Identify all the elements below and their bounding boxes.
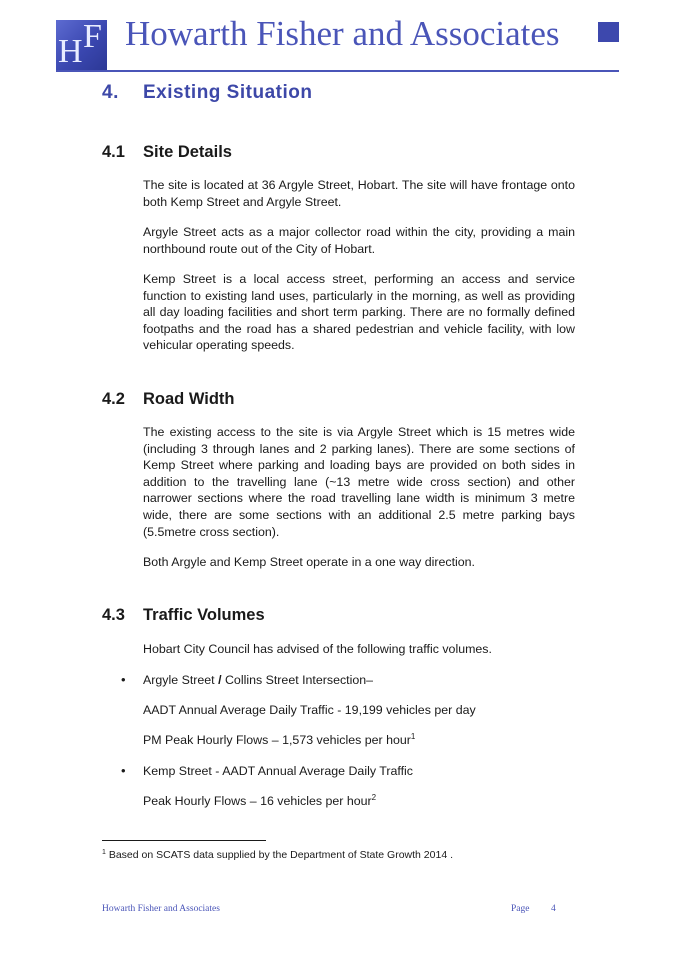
kemp-peak-text: Peak Hourly Flows – 16 vehicles per hour: [143, 794, 372, 808]
kemp-peak-line: [143, 793, 376, 810]
footnote-ref-2[interactable]: 2: [371, 793, 377, 802]
subsection-title: Road Width: [143, 390, 235, 408]
section-heading: [102, 82, 312, 104]
paragraph-site-location: The site is located at 36 Argyle Street, Hobart. The site will have frontage onto both Kemp Street and Argyle Street.: [143, 178, 575, 209]
argyle-pm-peak-line: [143, 732, 415, 749]
subsection-heading-site-details: [102, 143, 232, 162]
header-square-decoration: [598, 22, 619, 42]
section-number: 4.: [102, 82, 119, 103]
bullet-title-part: Collins Street Intersection–: [221, 673, 374, 687]
paragraph-one-way: Both Argyle and Kemp Street operate in a one way direction.: [143, 555, 475, 569]
subsection-heading-traffic-volumes: [102, 606, 265, 625]
section-title: Existing Situation: [143, 82, 313, 103]
paragraph-traffic-intro: Hobart City Council has advised of the following traffic volumes.: [143, 642, 492, 656]
footer-page-label: Page: [511, 904, 530, 914]
company-logo: [56, 20, 107, 71]
footnote: [102, 848, 453, 862]
logo-letter-f: F: [83, 20, 100, 55]
logo-letter-h: H: [58, 33, 81, 70]
paragraph-kemp-street: Kemp Street is a local access street, performing an access and service function to existing land uses, particularly in the morning, as well as providing all day loading facilities and short term parking. There are no formally defined footpaths and the road has a shared pedestrian and vehicle facility, with low vehicular operating speeds.: [143, 272, 575, 353]
footer-company: Howarth Fisher and Associates: [102, 904, 220, 914]
bullet-title-slash: /: [218, 673, 222, 687]
bullet-argyle-collins: [143, 672, 373, 689]
argyle-aadt-line: AADT Annual Average Daily Traffic - 19,199 vehicles per day: [143, 703, 476, 717]
header-divider: [56, 70, 619, 72]
argyle-pm-peak-text: PM Peak Hourly Flows – 1,573 vehicles per hour: [143, 733, 411, 747]
paragraph-argyle-street: Argyle Street acts as a major collector road within the city, providing a main northbound route out of the City of Hobart.: [143, 225, 575, 256]
bullet-kemp-street: Kemp Street - AADT Annual Average Daily Traffic: [143, 764, 413, 778]
subsection-title: Site Details: [143, 143, 232, 161]
bullet-marker: •: [121, 763, 126, 778]
bullet-marker: •: [121, 672, 126, 687]
subsection-number: 4.3: [102, 606, 125, 624]
subsection-heading-road-width: [102, 390, 235, 409]
subsection-number: 4.1: [102, 143, 125, 161]
bullet-title-part: Argyle Street: [143, 673, 219, 687]
footnote-mark: 1: [102, 849, 106, 856]
paragraph-road-width: The existing access to the site is via Argyle Street which is 15 metres wide (including 3 through lanes and 2 parking lanes). There are some sections of Kemp Street where parking and loading bays are provided on both sides in addition to the travelling lane (~13 metre wide cross section) and other narrower sections where the road travelling lane width is minimum 3 metre wide, there are some sections with an additional 2.5 metre parking bays (5.5metre cross section).: [143, 425, 575, 539]
footnote-ref-1[interactable]: 1: [410, 732, 416, 741]
subsection-title: Traffic Volumes: [143, 606, 265, 624]
footnote-text: Based on SCATS data supplied by the Department of State Growth 2014 .: [105, 849, 453, 861]
footnote-divider: [102, 840, 266, 841]
footer-page-number: 4: [551, 904, 556, 914]
subsection-number: 4.2: [102, 390, 125, 408]
company-name: Howarth Fisher and Associates: [125, 14, 560, 53]
